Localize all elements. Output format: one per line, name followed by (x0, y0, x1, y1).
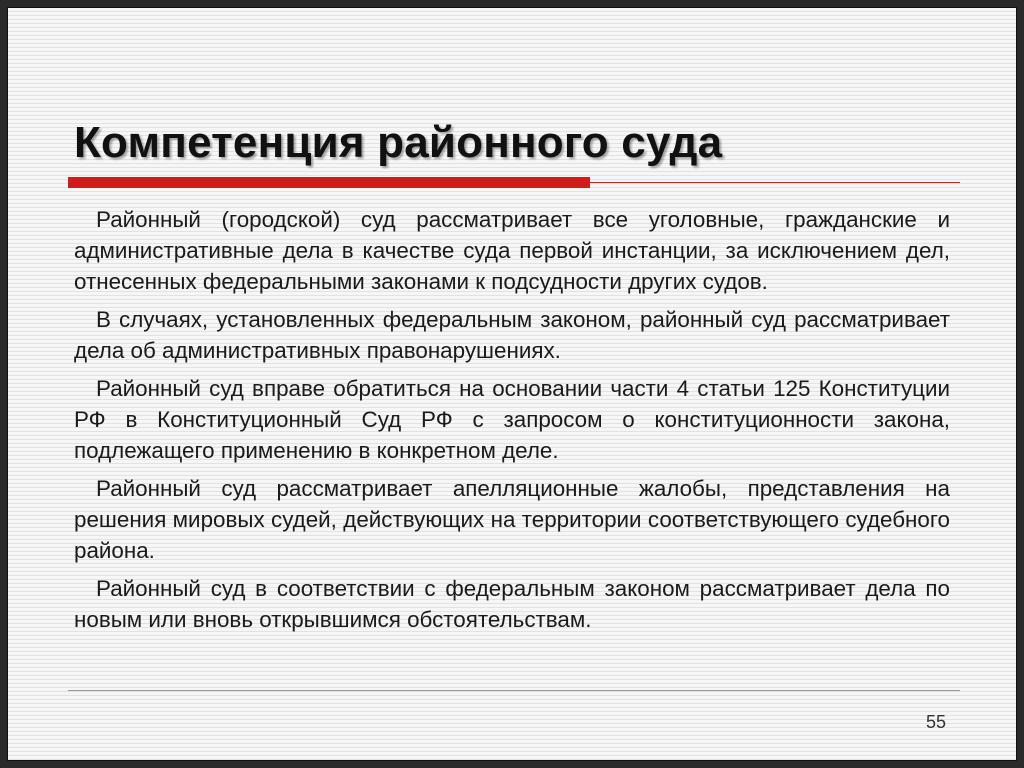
slide-body (74, 204, 950, 642)
paragraph-3: Районный суд вправе обратиться на основании части 4 статьи 125 Конституции РФ в Конституционный Суд РФ с запросом о конституционности закона, подлежащего применению в конкретном деле. (74, 376, 950, 463)
paragraph-4: Районный суд рассматривает апелляционные жалобы, представления на решения мировых судей, действующих на территории соответствующего судебного района. (74, 476, 950, 563)
paragraph-2: В случаях, установленных федеральным законом, районный суд рассматривает дела об административных правонарушениях. (74, 307, 950, 363)
paragraph-1: Районный (городской) суд рассматривает все уголовные, гражданские и административные дела в качестве суда первой инстанции, за исключением дел, отнесенных федеральными законами к подсудности других судов. (74, 207, 950, 294)
bottom-divider (68, 690, 960, 691)
title-underline-accent (68, 177, 590, 188)
paragraph-5: Районный суд в соответствии с федеральным законом рассматривает дела по новым или вновь открывшимся обстоятельствам. (74, 576, 950, 632)
page-number: 55 (925, 712, 946, 732)
slide (8, 8, 1016, 760)
slide-title: Компетенция районного суда (74, 118, 723, 167)
